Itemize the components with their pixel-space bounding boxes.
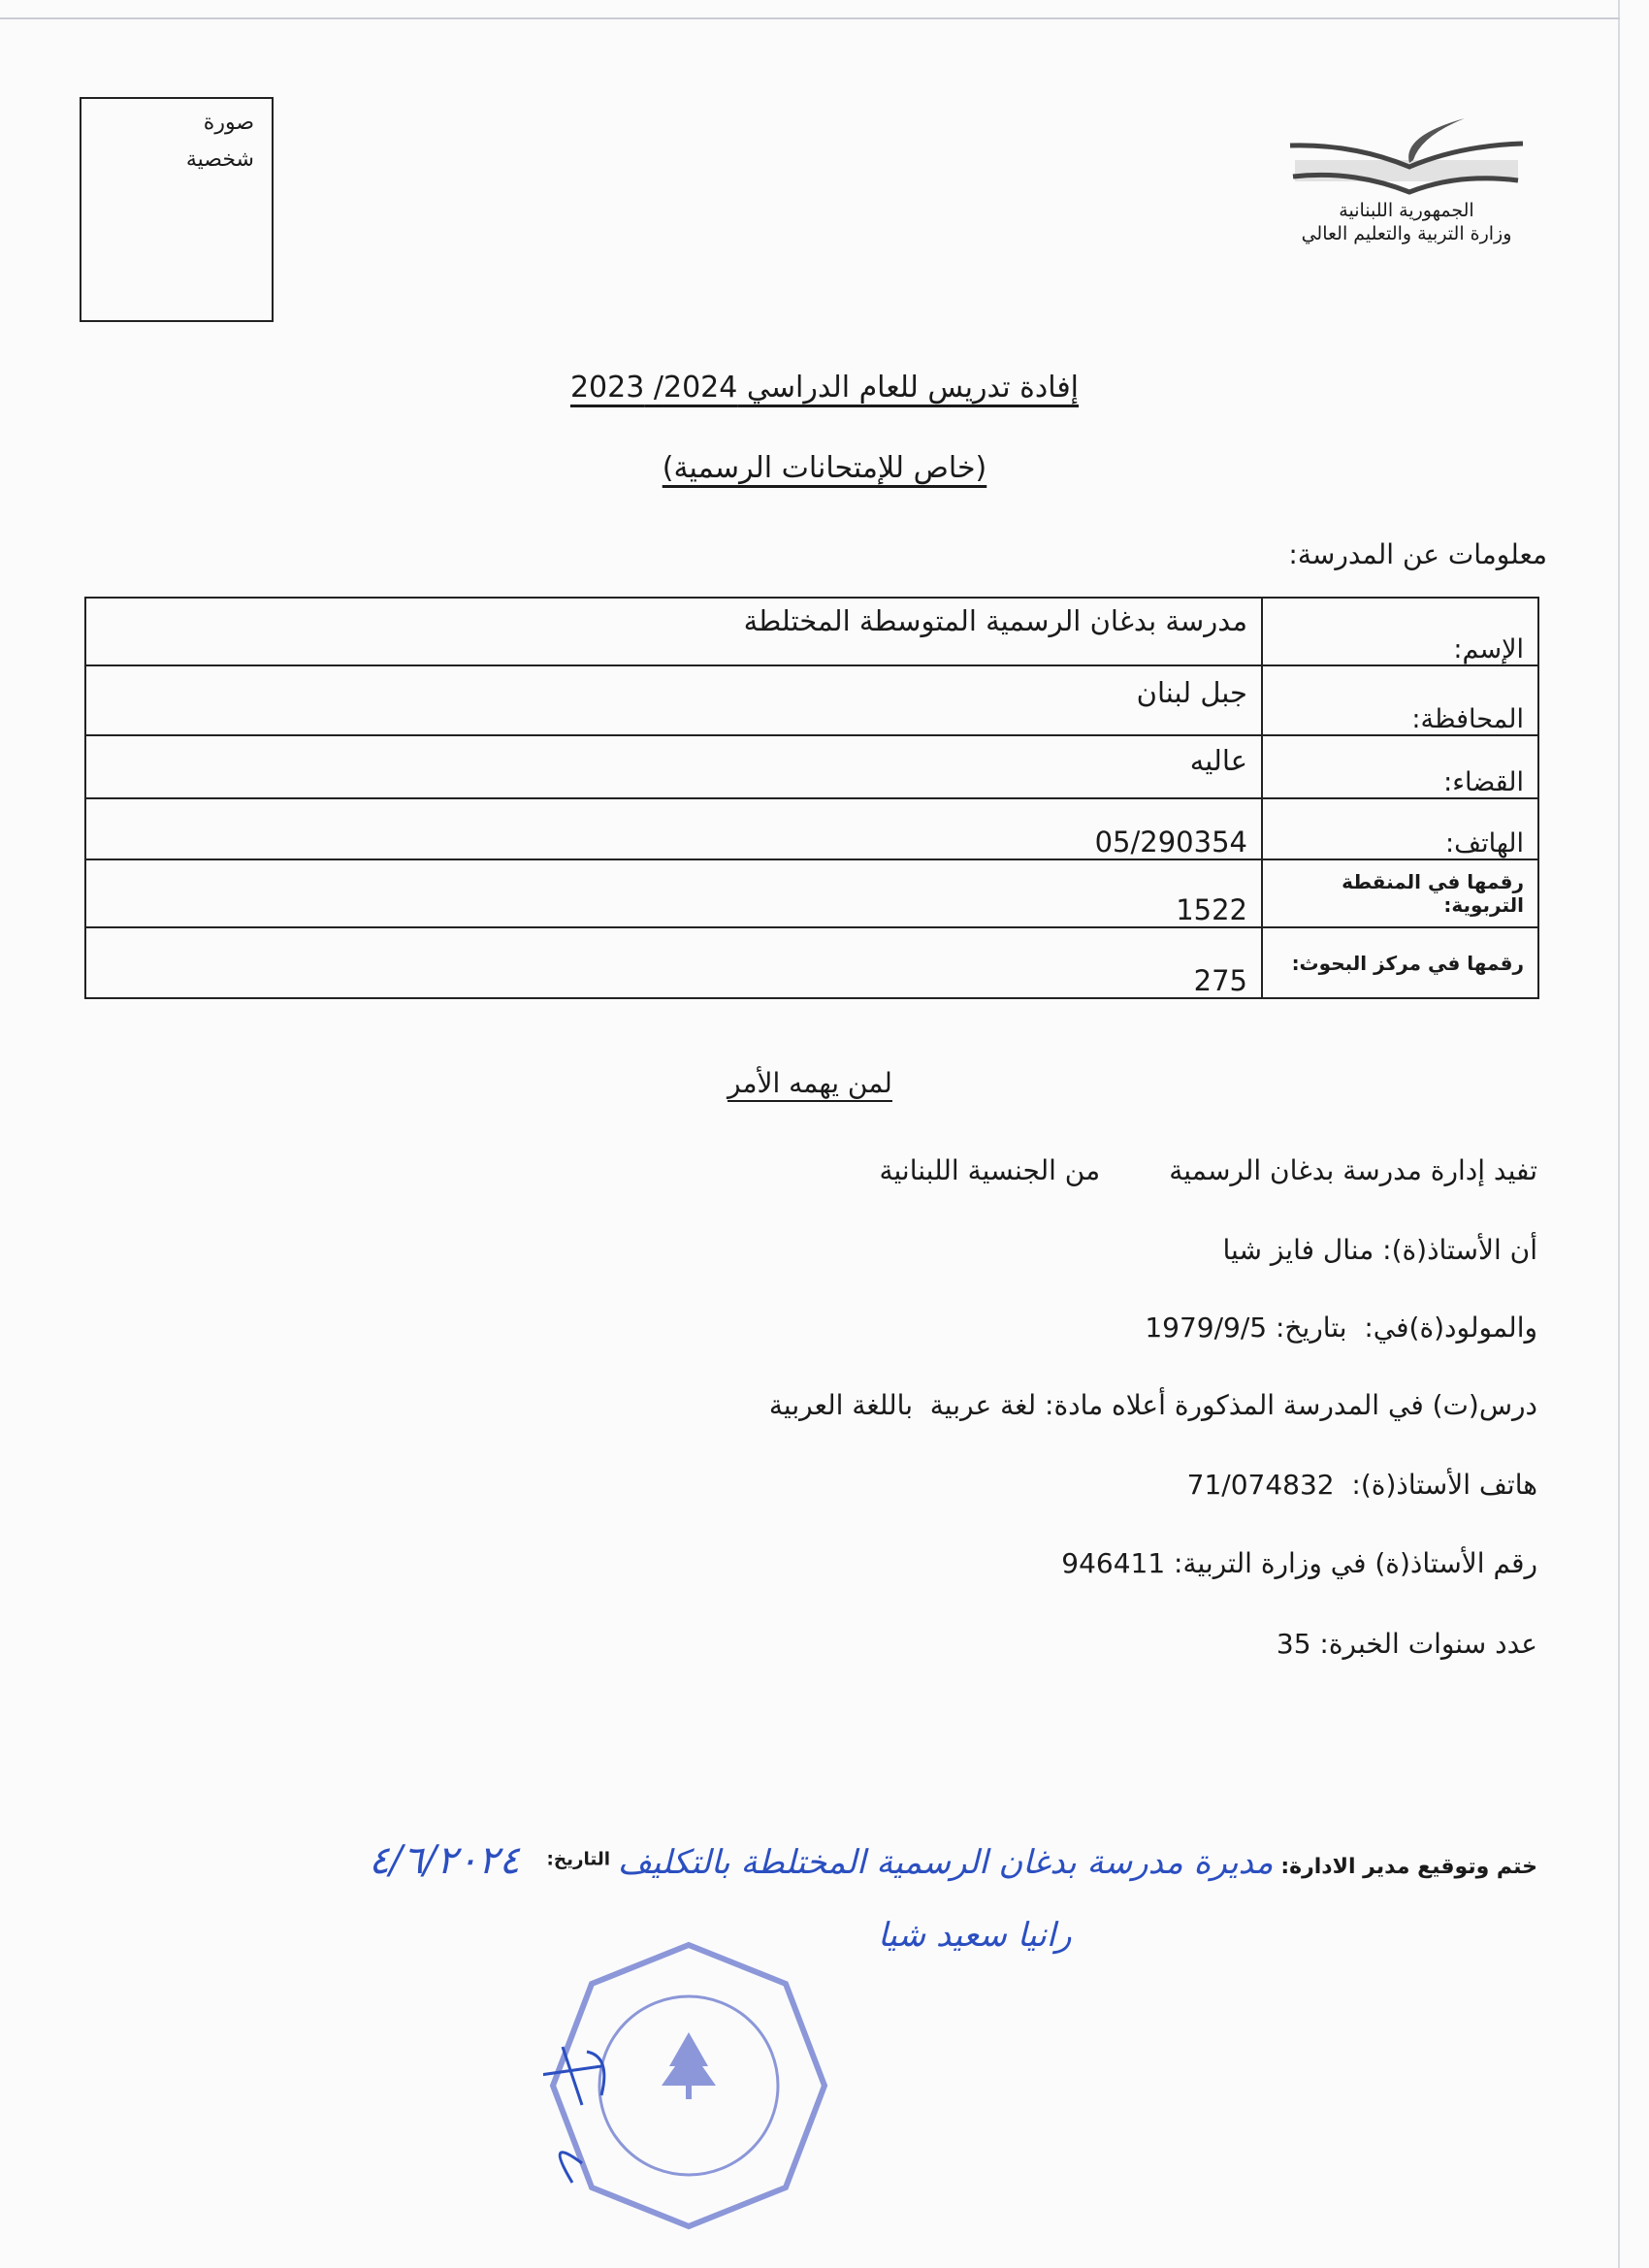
header-republic: الجمهورية اللبنانية bbox=[1339, 200, 1474, 221]
table-row bbox=[85, 798, 1538, 859]
ministry-logo bbox=[1276, 116, 1537, 272]
to-whom-text: لمن يهمه الأمر bbox=[728, 1067, 892, 1099]
body-line: درس(ت) في المدرسة المذكورة أعلاه مادة: لغة عربية باللغة العربية bbox=[768, 1389, 1537, 1421]
body-line: والمولود(ة)في: بتاريخ: 1979/9/5 bbox=[1145, 1312, 1537, 1344]
page-title-text: إفادة تدريس للعام الدراسي 2024/ 2023 bbox=[569, 371, 1080, 405]
page-subtitle bbox=[0, 451, 1649, 485]
photo-label-1: صورة bbox=[203, 111, 254, 135]
row-value: 05/290354 bbox=[85, 798, 1262, 859]
handwritten-role: مديرة مدرسة بدغان الرسمية المختلطة بالتكليف bbox=[617, 1843, 1274, 1882]
photo-label-2: شخصية bbox=[185, 147, 254, 172]
table-row bbox=[85, 735, 1538, 798]
table-row bbox=[85, 859, 1538, 927]
date-label: التاريخ: bbox=[546, 1849, 611, 1870]
row-label: المحافظة: bbox=[1262, 665, 1538, 735]
page-title bbox=[0, 371, 1649, 405]
row-value: 275 bbox=[85, 927, 1262, 998]
cedar-icon bbox=[662, 2032, 716, 2086]
row-label: الهاتف: bbox=[1262, 798, 1538, 859]
school-stamp bbox=[543, 1940, 834, 2231]
body-line: هاتف الأستاذ(ة): 71/074832 bbox=[1186, 1469, 1537, 1501]
body-line: تفيد إدارة مدرسة بدغان الرسمية من الجنسية اللبنانية bbox=[879, 1154, 1537, 1186]
body-line: أن الأستاذ(ة): منال فايز شيا bbox=[1222, 1234, 1537, 1266]
signature-line bbox=[369, 1838, 1537, 1883]
page-edge bbox=[1618, 0, 1620, 2268]
table-row bbox=[85, 665, 1538, 735]
school-info-heading: معلومات عن المدرسة: bbox=[1288, 538, 1547, 570]
table-row bbox=[85, 927, 1538, 998]
body-line: عدد سنوات الخبرة: 35 bbox=[1276, 1628, 1537, 1660]
row-label: رقمها في مركز البحوث: bbox=[1262, 927, 1538, 998]
row-label: رقمها في المنقطة التربوية: bbox=[1262, 859, 1538, 927]
table-row bbox=[85, 598, 1538, 665]
row-label: القضاء: bbox=[1262, 735, 1538, 798]
handwritten-signature-mark bbox=[543, 2047, 604, 2105]
school-info-table bbox=[84, 597, 1539, 999]
row-value: 1522 bbox=[85, 859, 1262, 927]
row-value: مدرسة بدغان الرسمية المتوسطة المختلطة bbox=[85, 598, 1262, 665]
signature-label: ختم وتوقيع مدير الادارة: bbox=[1280, 1855, 1537, 1879]
row-value: عاليه bbox=[85, 735, 1262, 798]
handwritten-name: رانيا سعيد شيا bbox=[878, 1916, 1072, 1955]
open-book-icon bbox=[1285, 116, 1528, 199]
page-top-edge bbox=[0, 17, 1620, 19]
handwritten-date: ٤/٦/٢٠٢٤ bbox=[369, 1838, 520, 1883]
to-whom-heading bbox=[0, 1067, 1634, 1099]
row-value: جبل لبنان bbox=[85, 665, 1262, 735]
page-subtitle-text: (خاص للإمتحانات الرسمية) bbox=[662, 451, 987, 485]
header-ministry: وزارة التربية والتعليم العالي bbox=[1301, 223, 1512, 244]
body-line: رقم الأستاذ(ة) في وزارة التربية: 946411 bbox=[1061, 1547, 1537, 1579]
photo-box bbox=[80, 97, 274, 322]
row-label: الإسم: bbox=[1262, 598, 1538, 665]
